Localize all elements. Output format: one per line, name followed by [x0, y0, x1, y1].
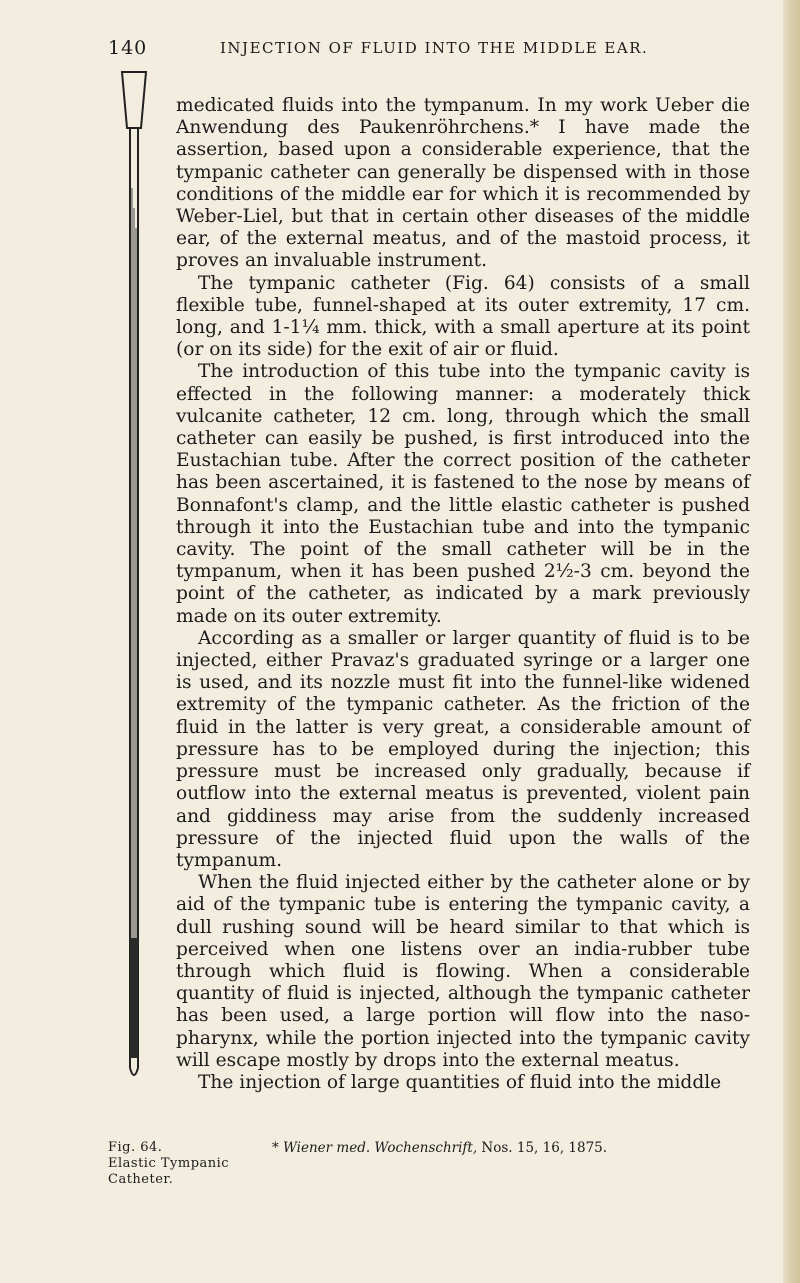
figure-caption — [108, 1140, 238, 1188]
footnote-detail: Nos. 15, 16, 1875. — [477, 1140, 608, 1156]
paragraph: According as a smaller or larger quantity of fluid is to be injected, either Pravaz's graduated syringe or a larger one is used, and its nozzle must fit into the funnel-like widened extremity of the tympanic catheter. As the friction of the fluid in the latter is very great, a considerable amount of pressure has to be employed during the injection; this pressure must be increased only gradually, because if outflow into the external meatus is prevented, violent pain and giddiness may arise from the suddenly increased pressure of the injected fluid upon the walls of the tympanum. — [176, 627, 750, 871]
page-edge — [783, 0, 800, 1283]
footnote-marker: * — [272, 1140, 284, 1156]
page-number: 140 — [108, 37, 148, 59]
caption-line: Elastic Tympanic — [108, 1156, 230, 1171]
figure-label: Fig. 64. — [108, 1140, 163, 1155]
running-title: INJECTION OF FLUID INTO THE MIDDLE EAR. — [220, 39, 649, 57]
paragraph: The tympanic catheter (Fig. 64) consists of a small flexible tube, funnel-shaped at its outer extremity, 17 cm. long, and 1-1¼ mm. thick, with a small aperture at its point (or on its side) for the exit of air or fluid. — [176, 272, 750, 361]
footnote — [272, 1140, 752, 1156]
footnote-source: Wiener med. Wochenschrift, — [283, 1140, 478, 1156]
catheter-drawing — [114, 68, 154, 1086]
catheter-illustration — [114, 68, 154, 1086]
paragraph: medicated fluids into the tympanum. In my work Ueber die Anwendung des Paukenröhrchens.* I have made the assertion, based upon a considerable experience, that the tympanic catheter can generally be dispensed with in those conditions of the middle ear for which it is recommended by Weber-Liel, but that in certain other diseases of the middle ear, of the external meatus, and of the mastoid process, it proves an invaluable instrument. — [176, 95, 750, 272]
body-text — [176, 95, 750, 1094]
paragraph: When the fluid injected either by the catheter alone or by aid of the tympanic tube is entering the tympanic cavity, a dull rushing sound will be heard similar to that which is perceived when one listens over an india-rubber tube through which fluid is flowing. When a considerable quantity of fluid is injected, although the tympanic catheter has been used, a large portion will flow into the naso-pharynx, while the portion injected into the tympanic cavity will escape mostly by drops into the external meatus. — [176, 872, 750, 1071]
paragraph: The introduction of this tube into the tympanic cavity is effected in the following manner: a moderately thick vulcanite catheter, 12 cm. long, through which the small catheter can easily be pushed, is first introduced into the Eustachian tube. After the correct position of the catheter has been ascertained, it is fastened to the nose by means of Bonnafont's clamp, and the little elastic catheter is pushed through it into the Eustachian tube and into the tympanic cavity. The point of the small catheter will be in the tympanum, when it has been pushed 2½-3 cm. beyond the point of the catheter, as indicated by a mark previously made on its outer extremity. — [176, 361, 750, 627]
paragraph: The injection of large quantities of fluid into the middle — [198, 1071, 722, 1093]
caption-line: Catheter. — [108, 1172, 174, 1187]
